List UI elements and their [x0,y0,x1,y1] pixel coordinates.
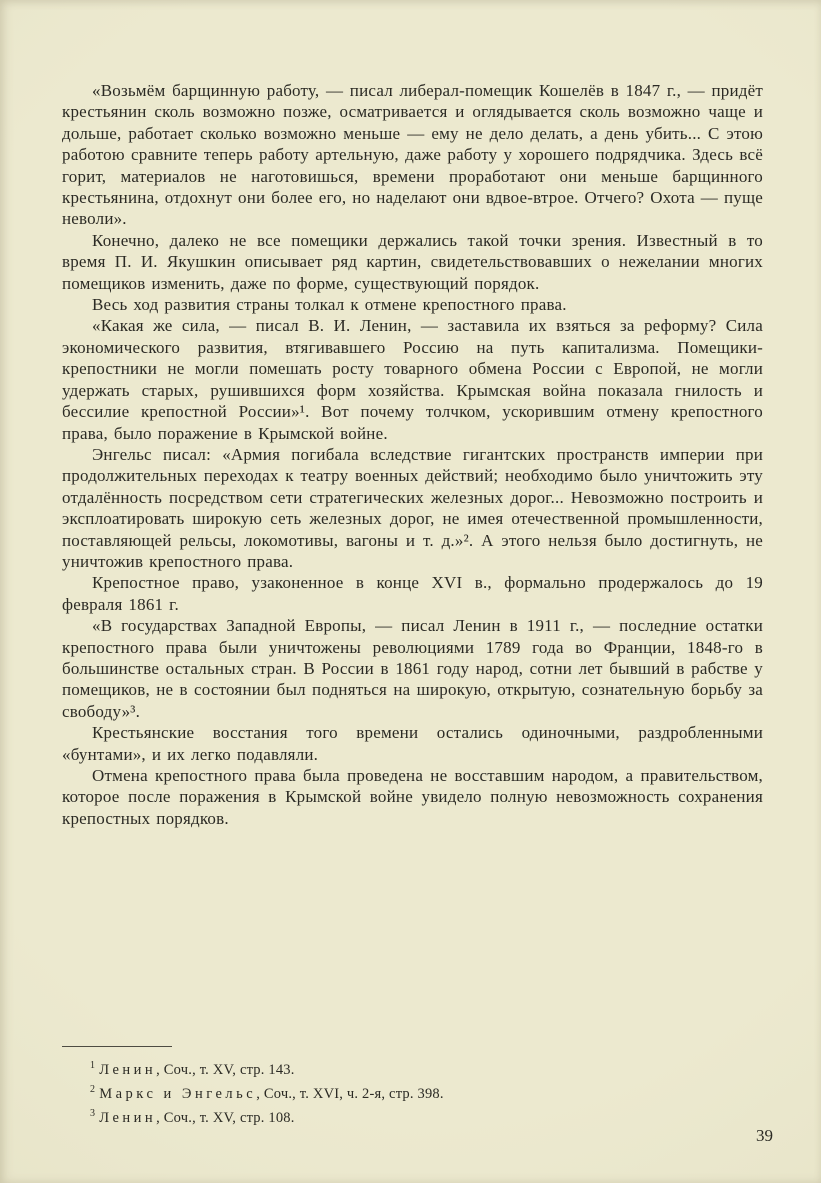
page-number: 39 [756,1126,773,1145]
paragraph: Отмена крепостного права была проведена не восставшим народом, а правительством, которое после поражения в Крымской войне увидело полную невозможность сохранения крепостных порядков. [62,766,763,828]
footnote-author: Маркс и Энгельс [99,1085,257,1102]
footnote-separator [62,1046,172,1047]
paragraph: «В государствах Западной Европы, — писал Ленин в 1911 г., — последние остатки крепостного права были уничтожены революциями 1789 года во Франции, 1848-го в большинстве остальных стран. В России в 1861 году народ, сотни лет бывший в рабстве у помещиков, не в состоянии был подняться на широкую, открытую, сознательную борьбу за свободу»³. [62,616,763,721]
footnote-text: , Соч., т. XV, стр. 108. [156,1109,295,1126]
paragraph: Крестьянские восстания того времени остались одиночными, раздробленными «бунтами», и их легко подавляли. [62,723,763,764]
footnote [62,1056,763,1080]
footnote-author: Ленин [99,1109,157,1126]
footnote-marker: 3 [90,1107,96,1119]
footnote [62,1080,763,1104]
paragraph: Крепостное право, узаконенное в конце XVI в., формально продержалось до 19 февраля 1861 г. [62,573,763,614]
footnote-text: , Соч., т. XVI, ч. 2-я, стр. 398. [256,1085,444,1102]
paragraph: «Какая же сила, — писал В. И. Ленин, — заставила их взяться за реформу? Сила экономического развития, втягивавшего Россию на путь капитализма. Помещики-крепостники не могли помешать росту товарного обмена России с Европой, не могли удержать старых, рушившихся форм хозяйства. Крымская война показала гнилость и бессилие крепостной России»¹. Вот почему толчком, ускорившим отмену крепостного права, было поражение в Крымской войне. [62,316,763,443]
paragraph: Конечно, далеко не все помещики держались такой точки зрения. Известный в то время П. И. Якушкин описывает ряд картин, свидетельствовавших о нежелании многих помещиков изменить, даже по форме, существующий порядок. [62,230,763,293]
footnote-block [62,1046,763,1127]
paragraph: «Возьмём барщинную работу, — писал либерал-помещик Кошелёв в 1847 г., — придёт крестьянин сколь возможно позже, осматривается и оглядывается сколь возможно чаще и дольше, работает сколько возможно меньше — ему не дело делать, а день убить... С этою работою сравните теперь работу артельную, даже работу у хорошего подрядчика. Здесь всё горит, материалов не наготовишься, времени проработают они меньше барщинного крестьянина, отдохнут они более его, но наделают они вдвое-втрое. Отчего? Охота — пуще неволи». [62,81,763,229]
footnote-marker: 1 [90,1060,96,1071]
paragraph: Весь ход развития страны толкал к отмене крепостного права. [92,295,567,315]
main-text-block [62,80,763,829]
footnote [62,1104,763,1128]
footnote-marker: 2 [90,1083,96,1095]
paragraph: Энгельс писал: «Армия погибала вследствие гигантских пространств империи при продолжительных переходах к театру военных действий; необходимо было уничтожить эту отдалённость посредством сети стратегических железных дорог... Невозможно построить и эксплоатировать широкую сеть железных дорог, не имея отечественной промышленности, поставляющей рельсы, локомотивы, вагоны и т. д.»². А этого нельзя было достигнуть, не уничтожив крепостного права. [62,444,763,571]
footnote-text: , Соч., т. XV, стр. 143. [156,1061,295,1078]
footnote-author: Ленин [99,1061,157,1078]
